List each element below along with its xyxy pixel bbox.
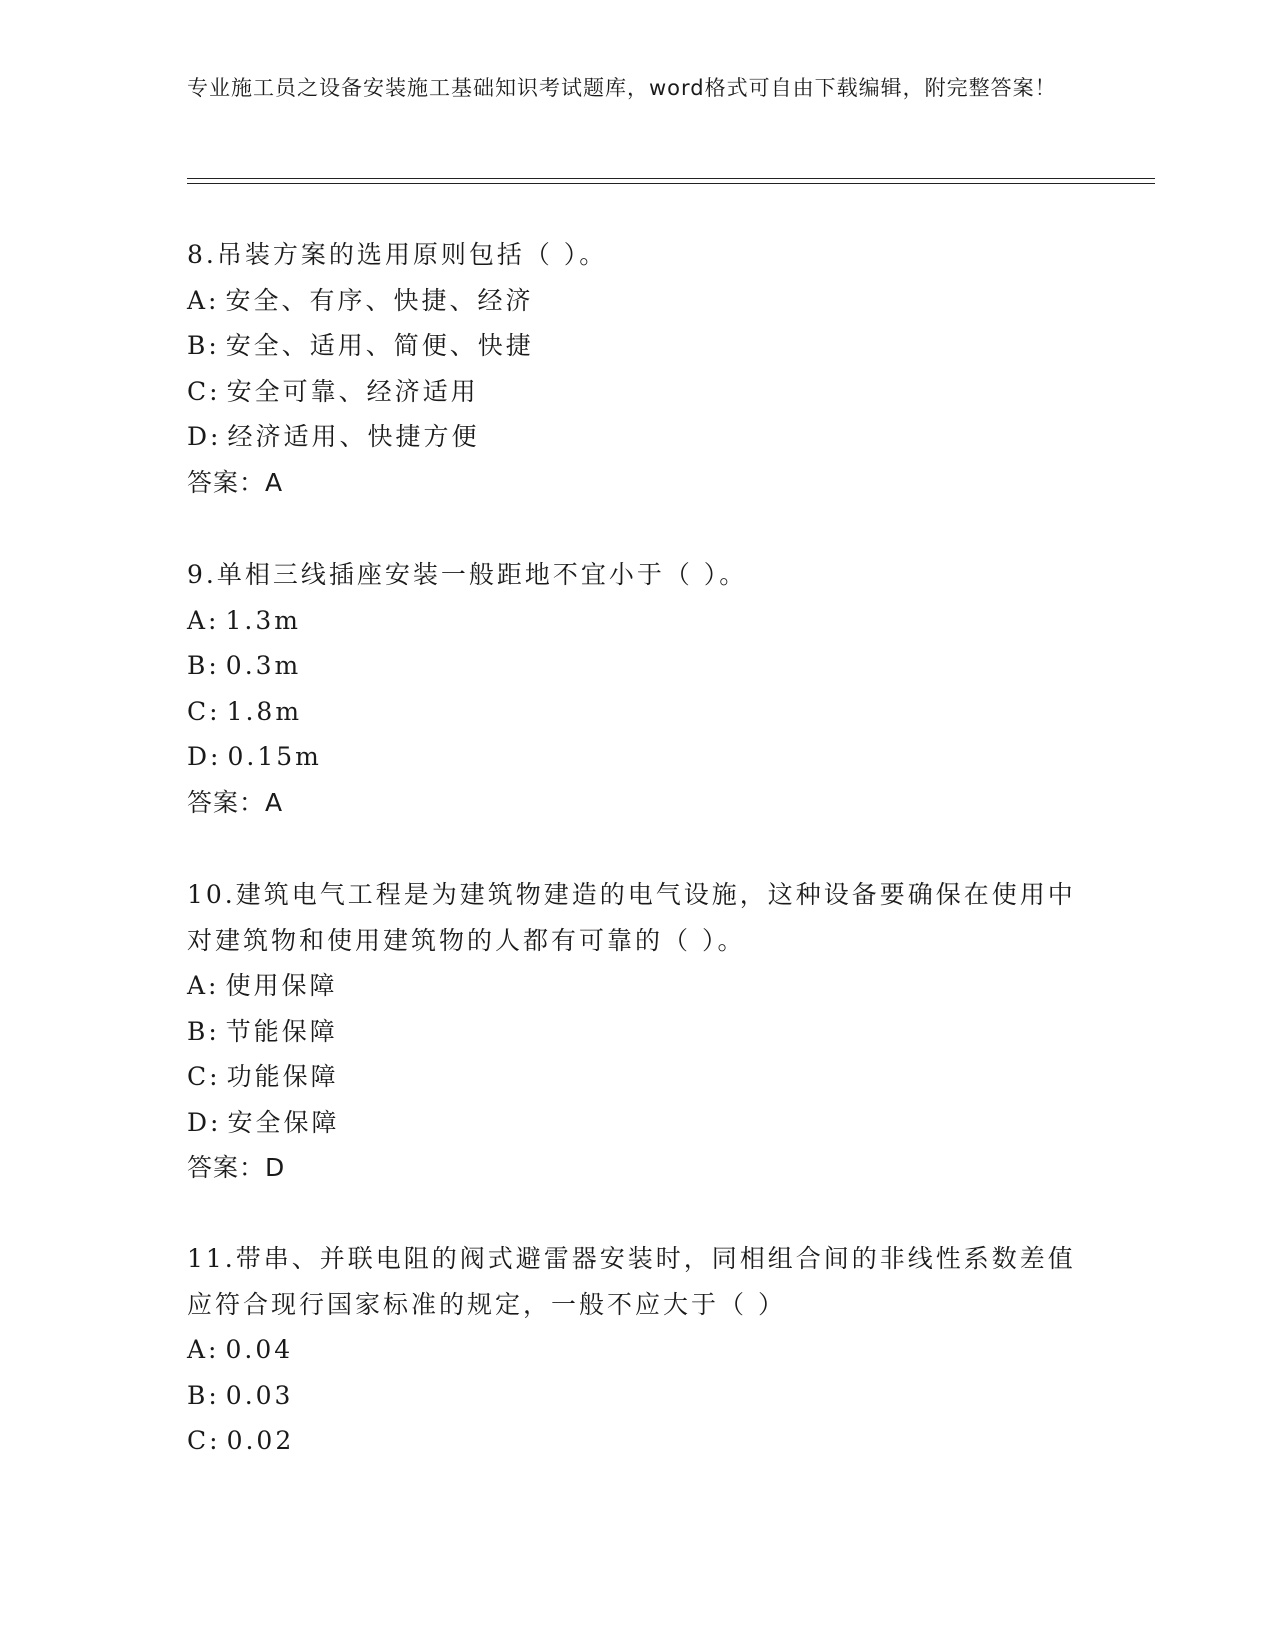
option-letter: C: [187,696,221,726]
question-stem: 8.吊装方案的选用原则包括（ ）。 [187,240,608,269]
answer-line: 答案：A [187,787,284,817]
question-9 [187,552,1087,825]
answer-line: 答案：D [187,1153,286,1182]
option-d [187,734,1087,780]
question-10 [187,872,1087,1191]
option-text: 功能保障 [226,1062,339,1091]
option-letter: C: [187,1426,221,1455]
option-a [187,278,1087,324]
option-c [187,1054,1087,1100]
option-letter: A: [187,285,220,315]
option-b [187,643,1087,689]
option-letter: A: [187,971,220,1000]
option-letter: C: [187,1062,221,1091]
option-a [187,598,1087,644]
option-text: 安全、有序、快捷、经济 [225,285,534,315]
option-text: 使用保障 [225,971,338,1000]
option-text: 0.04 [225,1335,294,1364]
option-letter: B: [187,1016,220,1046]
option-letter: A: [187,605,220,635]
option-letter: B: [187,331,220,360]
answer-line: 答案：A [187,467,284,497]
question-stem: 9.单相三线插座安装一般距地不宜小于（ ）。 [187,560,748,589]
option-b [187,1373,1087,1419]
option-text: 0.3m [225,651,302,680]
option-letter: D: [187,742,222,771]
option-d [187,414,1087,460]
option-text: 安全可靠、经济适用 [226,376,479,406]
question-11 [187,1236,1087,1464]
question-stem: 10.建筑电气工程是为建筑物建造的电气设施，这种设备要确保在使用中对建筑物和使用建筑物的人都有可靠的（ ）。 [187,880,1076,955]
option-letter: D: [187,1107,222,1137]
option-text: 0.02 [226,1426,295,1455]
option-letter: A: [187,1335,220,1364]
option-text: 1.3m [225,605,301,635]
option-c [187,369,1087,415]
option-letter: C: [187,376,221,406]
option-a [187,1327,1087,1373]
option-c [187,689,1087,735]
option-text: 安全、适用、简便、快捷 [225,331,534,360]
option-letter: B: [187,1380,220,1410]
option-text: 1.8m [226,696,303,726]
question-8 [187,232,1087,505]
option-b [187,1009,1087,1055]
option-letter: B: [187,651,220,680]
option-text: 0.03 [225,1380,294,1410]
option-letter: D: [187,422,222,451]
option-b [187,323,1087,369]
option-a [187,963,1087,1009]
option-c [187,1418,1087,1464]
option-text: 0.15m [227,742,322,771]
question-stem: 11.带串、并联电阻的阀式避雷器安装时，同相组合间的非线性系数差值应符合现行国家标准的规定，一般不应大于（ ） [187,1244,1076,1319]
option-d [187,1100,1087,1146]
header-divider-bottom [187,183,1155,184]
option-text: 经济适用、快捷方便 [227,422,480,451]
header-divider-top [187,178,1155,179]
option-text: 安全保障 [227,1107,340,1137]
option-text: 节能保障 [225,1016,338,1046]
document-header: 专业施工员之设备安装施工基础知识考试题库，word格式可自由下载编辑，附完整答案！ [187,76,1057,100]
